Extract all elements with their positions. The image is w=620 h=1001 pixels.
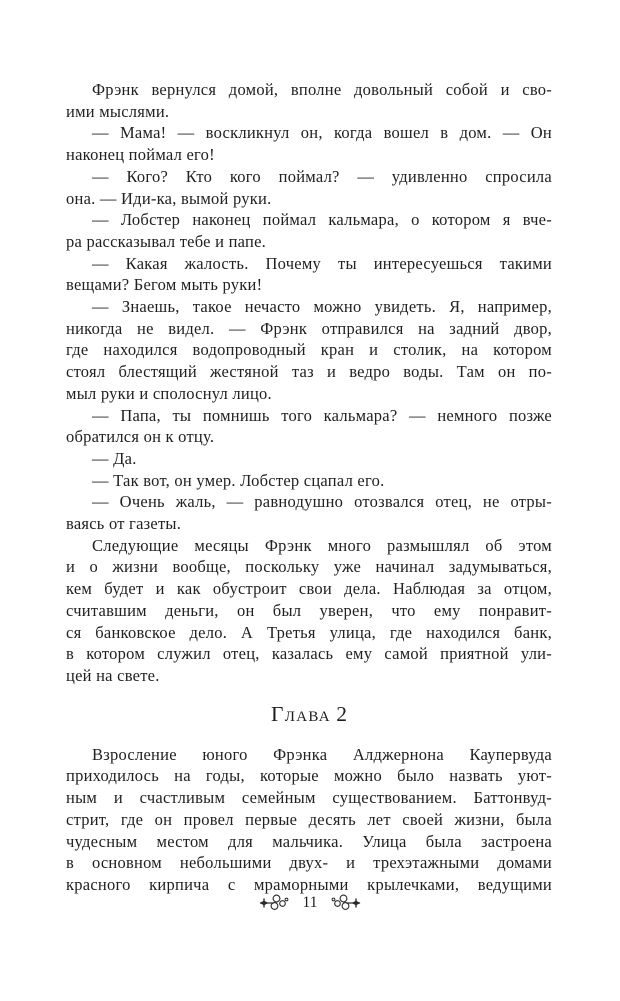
text-line: Взросление юного Фрэнка Алджернона Каупервуда (92, 744, 552, 764)
text-line: красного кирпича с мраморными крылечками, ведущими (66, 874, 552, 894)
text-line: она. — Иди-ка, вымой руки. (66, 188, 272, 208)
text-line: — Какая жалость. Почему ты интересуешься такими (92, 253, 552, 273)
text-line: — Знаешь, такое нечасто можно увидеть. Я, например, (92, 297, 552, 317)
chapter-word: Глава (271, 701, 331, 726)
text-line: ся банковское дело. А Третья улица, где находился банк, (66, 622, 552, 642)
text-line: никогда не видел. — Фрэнк отправился на задний двор, (66, 318, 552, 338)
text-line: стоял блестящий жестяной таз и ведро воды. Там он по- (66, 362, 552, 382)
text-line: наконец поймал его! (66, 145, 215, 165)
text-line: обратился он к отцу. (66, 427, 215, 447)
paragraphs-after-heading (66, 744, 552, 896)
text-column (66, 79, 552, 896)
page-footer (0, 893, 620, 912)
text-line: — Да. (92, 448, 137, 468)
chapter-heading (66, 701, 552, 727)
text-line: ваясь от газеты. (66, 514, 182, 534)
text-line: стрит, где он провел первые десять лет своей жизни, была (66, 809, 552, 829)
text-line: ра рассказывал тебе и папе. (66, 231, 267, 251)
footer-fleuron-right-icon (330, 893, 361, 912)
text-line: приходилось на годы, которые можно было назвать уют- (66, 766, 552, 786)
text-line: — Мама! — воскликнул он, когда вошел в дом. — Он (92, 123, 552, 143)
page-number: 11 (302, 893, 318, 911)
text-line: Фрэнк вернулся домой, вполне довольный собой и сво- (92, 80, 552, 99)
text-line: вещами? Бегом мыть руки! (66, 275, 263, 295)
text-line: — Папа, ты помнишь того кальмара? — немного позже (92, 405, 552, 425)
text-line: — Кого? Кто кого поймал? — удивленно спросила (92, 166, 552, 186)
text-line: — Лобстер наконец поймал кальмара, о котором я вче- (92, 210, 552, 230)
text-line: где находился водопроводный кран и столик, на котором (66, 340, 552, 360)
text-line: ими мыслями. (66, 101, 170, 121)
text-line: ным и счастливым семейным существованием. Баттонвуд- (66, 788, 552, 808)
chapter-number: 2 (336, 701, 347, 726)
text-line: считавшим деньги, он был уверен, что ему понравит- (66, 600, 552, 620)
paragraphs-before-heading (66, 79, 552, 687)
text-line: кем будет и как обустроит свои дела. Наблюдая за отцом, (66, 579, 552, 599)
text-line: мыл руки и сполоснул лицо. (66, 383, 272, 403)
text-line: чудесным местом для мальчика. Улица была застроена (66, 831, 552, 851)
text-line: — Так вот, он умер. Лобстер сцапал его. (92, 470, 385, 490)
text-line: в основном небольшими двух- и трехэтажными домами (66, 853, 552, 873)
text-line: в котором служил отец, казалась ему самой приятной ули- (66, 644, 552, 664)
footer-fleuron-left-icon (259, 893, 290, 912)
text-line: цей на свете. (66, 665, 160, 685)
text-line: Следующие месяцы Фрэнк много размышлял об этом (92, 535, 552, 555)
text-line: и о жизни вообще, поскольку уже начинал задумываться, (66, 557, 552, 577)
text-line: — Очень жаль, — равнодушно отозвался отец, не отры- (92, 492, 552, 512)
